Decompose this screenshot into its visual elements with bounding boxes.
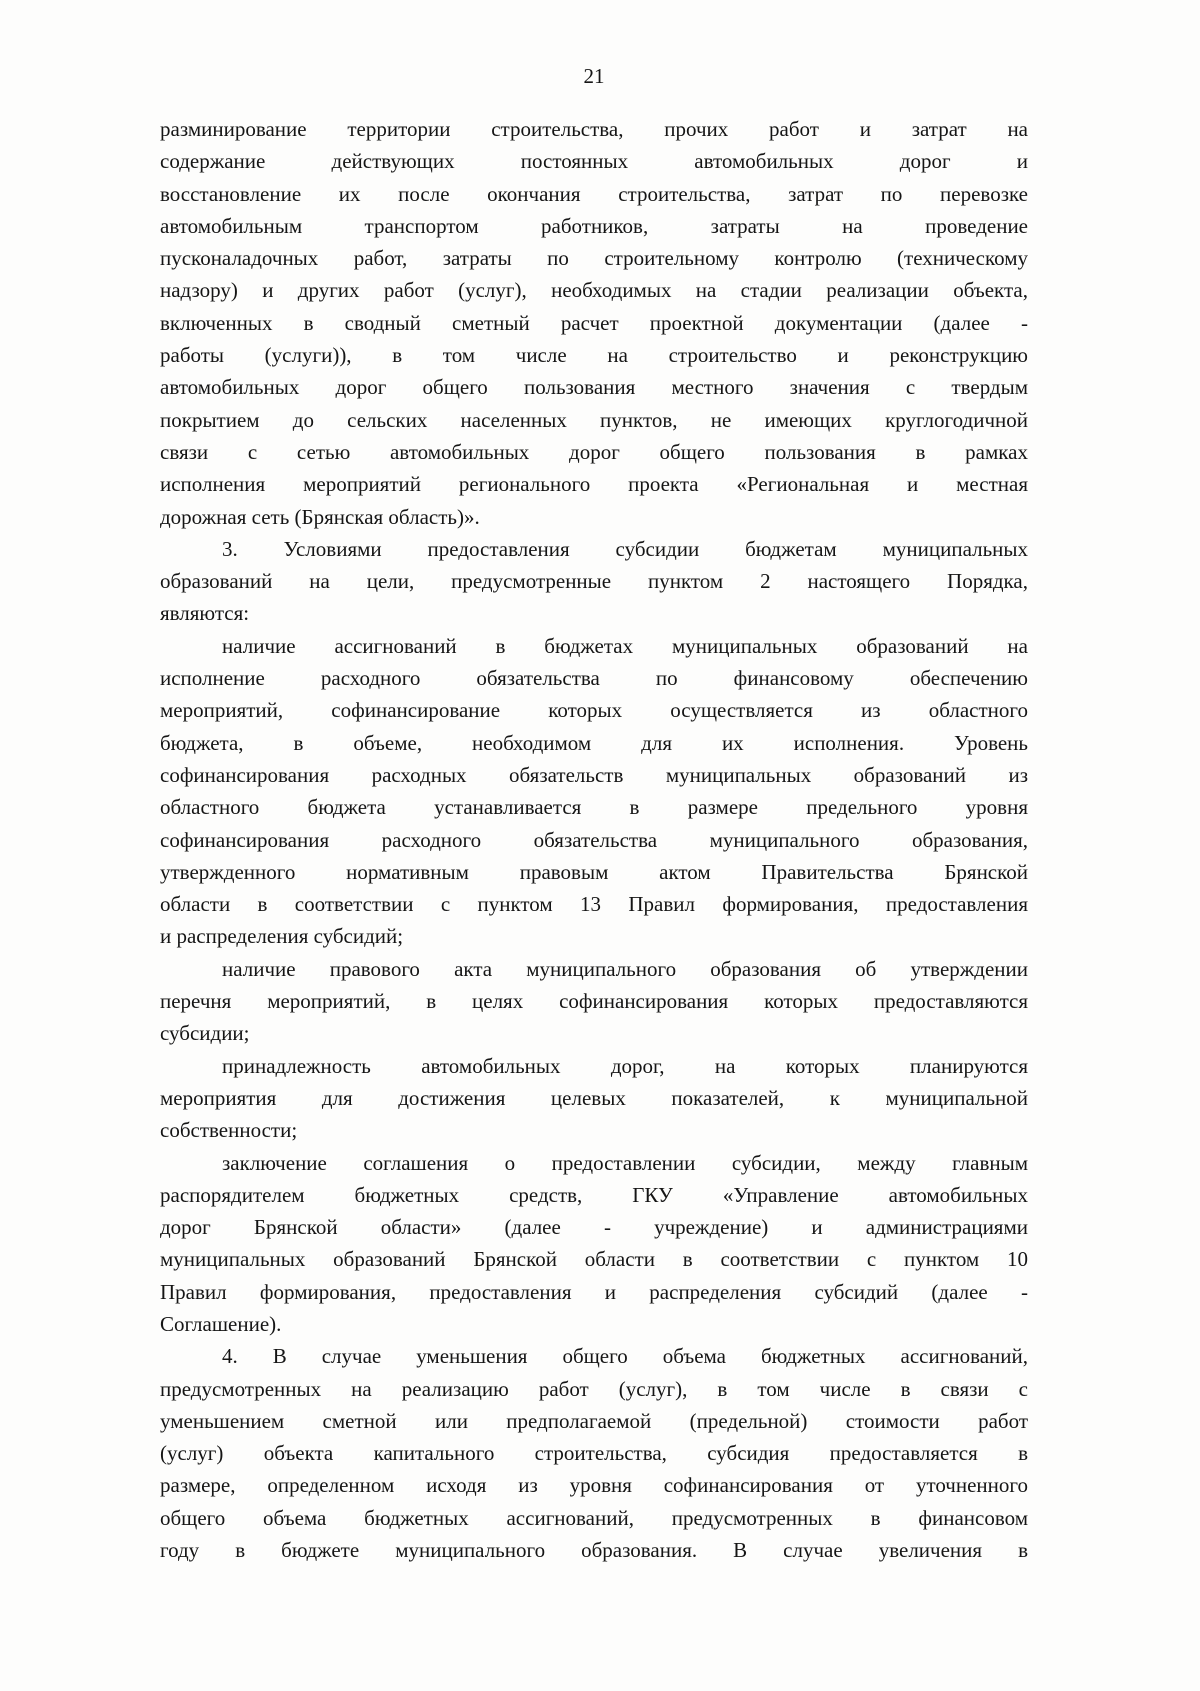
text-line: автомобильным транспортом работников, затраты на проведение <box>160 213 1028 238</box>
text-line: мероприятий, софинансирование которых осуществляется из областного <box>160 698 1028 723</box>
text-line: исполнения мероприятий регионального проекта «Региональная и местная <box>160 472 1028 497</box>
text-line: (услуг) объекта капитального строительства, субсидия предоставляется в <box>160 1441 1028 1466</box>
text-line: включенных в сводный сметный расчет проектной документации (далее - <box>160 310 1028 335</box>
text-line: покрытием до сельских населенных пунктов, не имеющих круглогодичной <box>160 407 1028 432</box>
text-line: субсидии; <box>160 1021 250 1046</box>
text-line: утвержденного нормативным правовым актом Правительства Брянской <box>160 859 1028 884</box>
text-line: и распределения субсидий; <box>160 924 404 949</box>
paragraph <box>160 113 1028 533</box>
text-line: пусконаладочных работ, затраты по строительному контролю (техническому <box>160 246 1028 271</box>
paragraph <box>160 953 1028 1050</box>
text-line: мероприятия для достижения целевых показателей, к муниципальной <box>160 1085 1028 1110</box>
text-line: областного бюджета устанавливается в размере предельного уровня <box>160 795 1028 820</box>
document-body <box>160 113 1028 1566</box>
text-line: работы (услуги)), в том числе на строительство и реконструкцию <box>160 343 1028 368</box>
text-line: связи с сетью автомобильных дорог общего пользования в рамках <box>160 439 1028 464</box>
text-line: надзору) и других работ (услуг), необходимых на стадии реализации объекта, <box>160 278 1028 303</box>
text-line: содержание действующих постоянных автомобильных дорог и <box>160 149 1028 174</box>
text-line: восстановление их после окончания строительства, затрат по перевозке <box>160 181 1028 206</box>
text-line: области в соответствии с пунктом 13 Правил формирования, предоставления <box>160 892 1028 917</box>
text-line: году в бюджете муниципального образования. В случае увеличения в <box>160 1538 1028 1563</box>
text-line: бюджета, в объеме, необходимом для их исполнения. Уровень <box>160 730 1028 755</box>
text-line: дорог Брянской области» (далее - учреждение) и администрациями <box>160 1215 1028 1240</box>
text-line: распорядителем бюджетных средств, ГКУ «Управление автомобильных <box>160 1182 1028 1207</box>
text-line: наличие правового акта муниципального образования об утверждении <box>222 956 1028 981</box>
text-line: перечня мероприятий, в целях софинансирования которых предоставляются <box>160 989 1028 1014</box>
text-line: общего объема бюджетных ассигнований, предусмотренных в финансовом <box>160 1505 1028 1530</box>
text-line: муниципальных образований Брянской области в соответствии с пунктом 10 <box>160 1247 1028 1272</box>
text-line: Правил формирования, предоставления и распределения субсидий (далее - <box>160 1279 1028 1304</box>
paragraph <box>160 1147 1028 1341</box>
paragraph <box>160 533 1028 630</box>
text-line: размере, определенном исходя из уровня софинансирования от уточненного <box>160 1473 1028 1498</box>
text-line: софинансирования расходных обязательств муниципальных образований из <box>160 762 1028 787</box>
text-line: образований на цели, предусмотренные пунктом 2 настоящего Порядка, <box>160 569 1028 594</box>
paragraph <box>160 630 1028 953</box>
text-line: являются: <box>160 601 250 626</box>
text-line: автомобильных дорог общего пользования местного значения с твердым <box>160 375 1028 400</box>
text-line: разминирование территории строительства, прочих работ и затрат на <box>160 117 1028 141</box>
text-line: наличие ассигнований в бюджетах муниципальных образований на <box>222 633 1028 658</box>
paragraph <box>160 1050 1028 1147</box>
text-line: исполнение расходного обязательства по финансовому обеспечению <box>160 666 1028 691</box>
text-line: дорожная сеть (Брянская область)». <box>160 504 480 529</box>
text-line: 4. В случае уменьшения общего объема бюджетных ассигнований, <box>222 1344 1028 1369</box>
text-line: 3. Условиями предоставления субсидии бюджетам муниципальных <box>222 536 1028 561</box>
text-line: предусмотренных на реализацию работ (услуг), в том числе в связи с <box>160 1376 1028 1401</box>
page-number: 21 <box>583 64 605 88</box>
text-line: уменьшением сметной или предполагаемой (предельной) стоимости работ <box>160 1408 1028 1433</box>
text-line: заключение соглашения о предоставлении субсидии, между главным <box>222 1150 1028 1175</box>
paragraph <box>160 1340 1028 1566</box>
text-line: Соглашение). <box>160 1311 282 1336</box>
text-line: софинансирования расходного обязательства муниципального образования, <box>160 827 1028 852</box>
text-line: принадлежность автомобильных дорог, на которых планируются <box>222 1053 1028 1078</box>
text-line: собственности; <box>160 1118 298 1143</box>
